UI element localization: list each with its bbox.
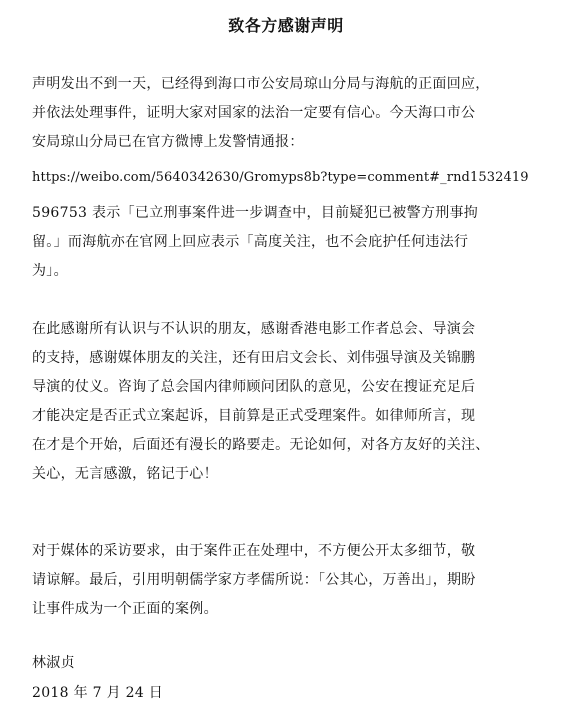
paragraph-2-line-1: 在此感谢所有认识与不认识的朋友，感谢香港电影工作者总会、导演会 <box>32 321 476 337</box>
signature-name: 林淑贞 <box>32 655 75 671</box>
paragraph-2-line-5: 在才是个开始，后面还有漫长的路要走。无论如何，对各方友好的关注、 <box>32 437 490 453</box>
paragraph-2-line-6: 关心，无言感激，铭记于心！ <box>32 466 218 482</box>
paragraph-1-line-1: 声明发出不到一天，已经得到海口市公安局琼山分局与海航的正面回应， <box>32 76 490 92</box>
paragraph-3-line-1: 对于媒体的采访要求，由于案件正在处理中，不方便公开太多细节，敬 <box>32 543 476 559</box>
paragraph-1-line-2: 并依法处理事件，证明大家对国家的法治一定要有信心。今天海口市公 <box>32 105 476 121</box>
paragraph-2-line-3: 导演的仗义。咨询了总会国内律师顾问团队的意见，公安在搜证充足后 <box>32 379 476 395</box>
paragraph-3-line-2: 请谅解。最后，引用明朝儒学家方孝儒所说：「公其心，万善出」，期盼 <box>32 572 476 588</box>
paragraph-1-line-3: 安局琼山分局已在官方微博上发警情通报： <box>32 134 304 150</box>
paragraph-1-line-5: 596753 表示「已立刑事案件进一步调查中，目前疑犯已被警方刑事拘 <box>32 205 479 221</box>
paragraph-2-line-2: 的支持，感谢媒体朋友的关注，还有田启文会长、刘伟强导演及关锦鹏 <box>32 350 476 366</box>
weibo-url-line: https://weibo.com/5640342630/Gromyps8b?type=comment#_rnd1532419 <box>32 170 529 185</box>
paragraph-2-line-4: 才能决定是否正式立案起诉，目前算是正式受理案件。如律师所言，现 <box>32 408 476 424</box>
paragraph-3-line-3: 让事件成为一个正面的案例。 <box>32 601 218 617</box>
paragraph-1-line-6: 留。」而海航亦在官网上回应表示「高度关注，也不会庇护任何违法行 <box>32 234 469 250</box>
statement-date: 2018 年 7 月 24 日 <box>32 685 164 701</box>
paragraph-1-line-7: 为」。 <box>32 263 68 279</box>
document-title: 致各方感谢声明 <box>228 16 344 35</box>
